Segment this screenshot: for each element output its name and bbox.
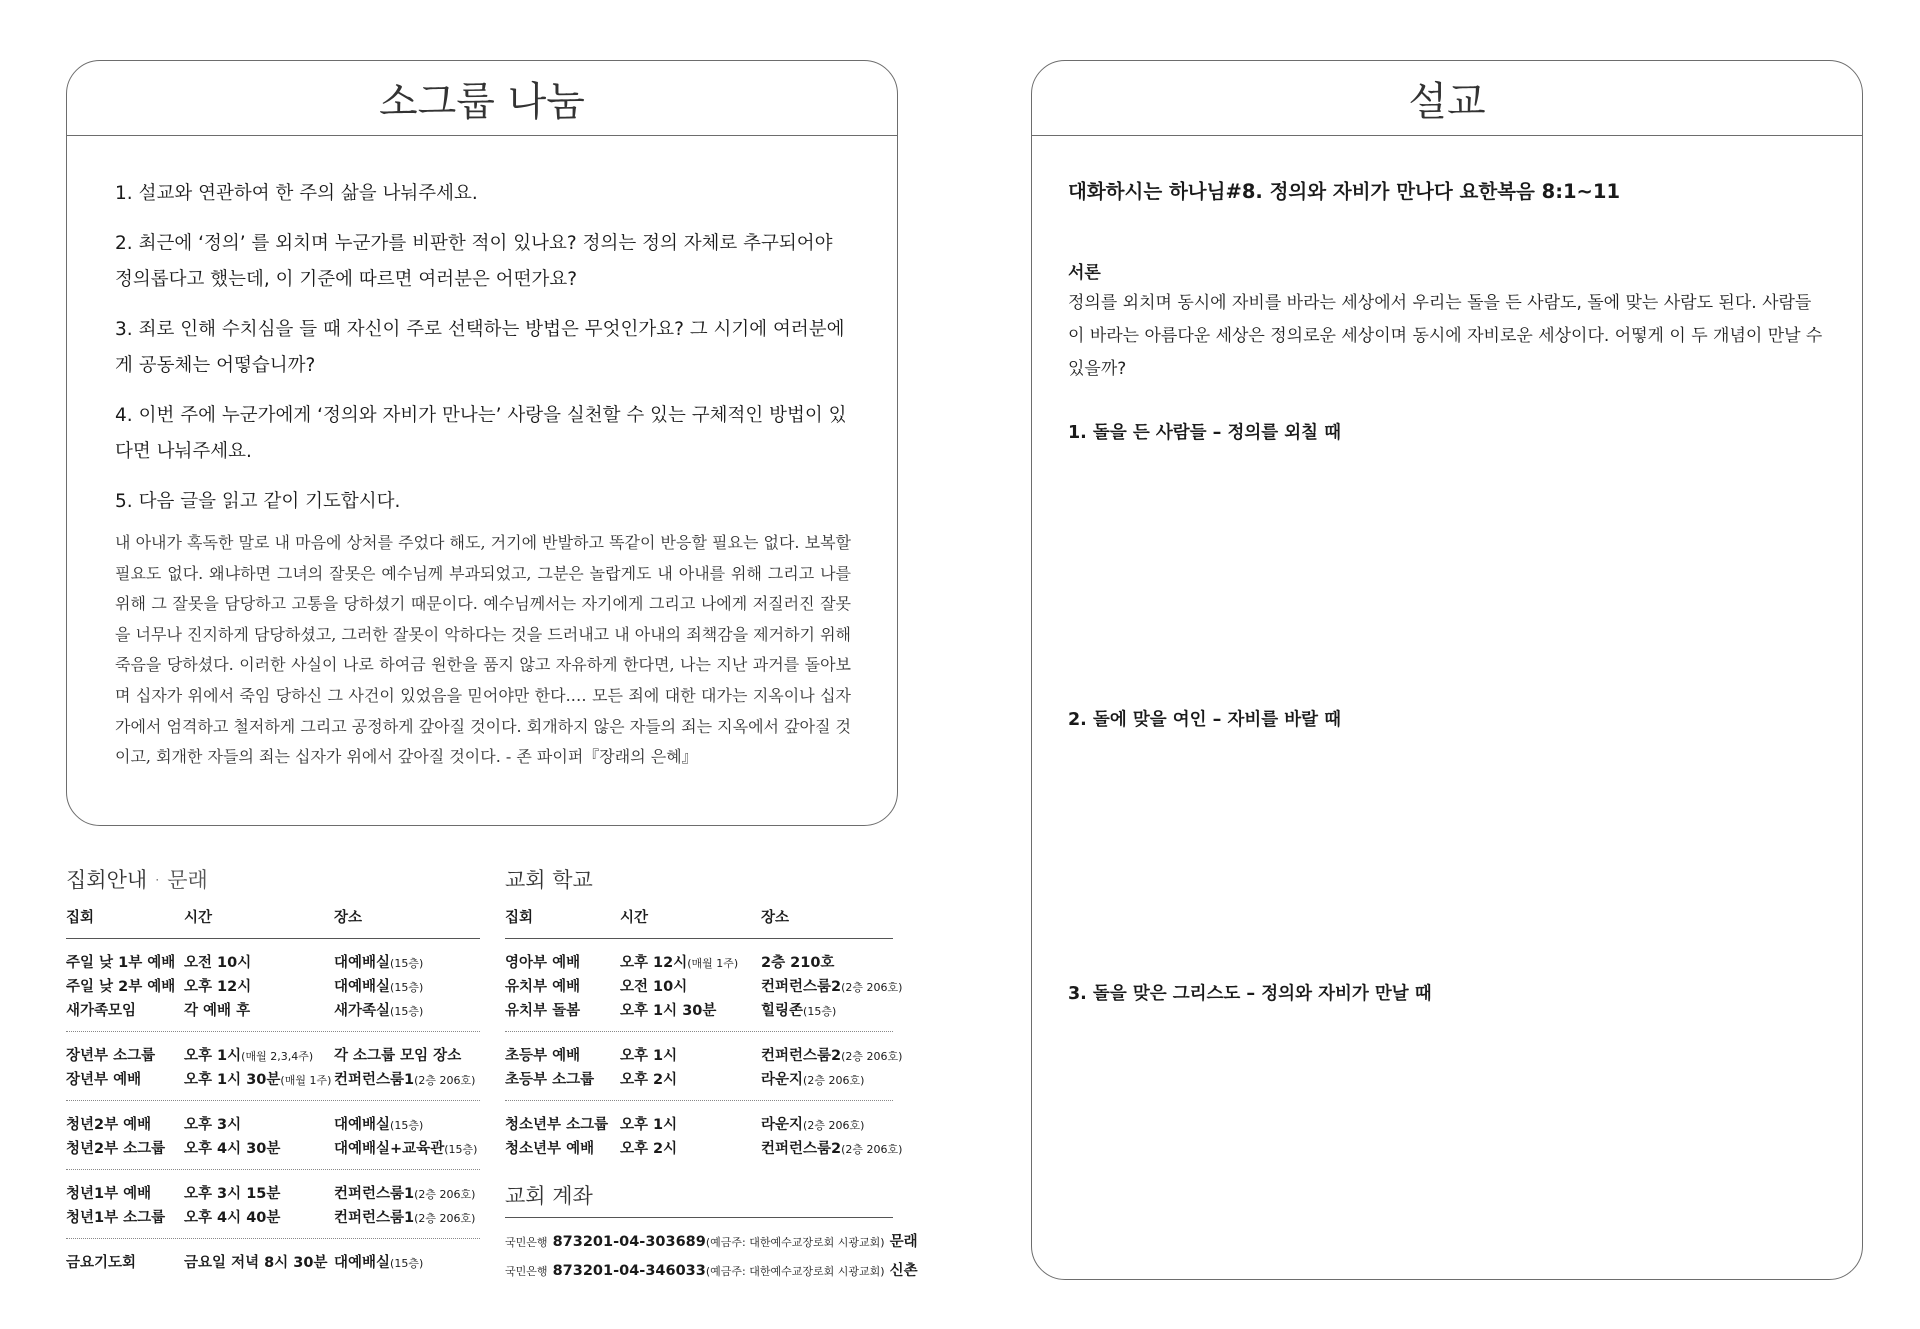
meeting-name-text: 장년부 소그룹 <box>66 1048 156 1064</box>
question-4 <box>115 398 851 470</box>
meeting-place-note: (2층 206호) <box>414 1188 476 1201</box>
meeting-time <box>620 1137 677 1158</box>
meeting-place-note: (2층 206호) <box>414 1074 476 1087</box>
table-row <box>505 1111 893 1135</box>
meeting-time <box>184 1182 280 1203</box>
meeting-place-text: 힐링존 <box>761 1003 804 1019</box>
meeting-place-text: 라운지 <box>761 1072 804 1088</box>
meeting-place-text: 라운지 <box>761 1117 804 1133</box>
sermon-point-3: 3. 돌을 맞은 그리스도 – 정의와 자비가 만날 때 <box>1068 984 1432 1004</box>
meetings-section-title: 집회안내 · 문래 <box>66 868 208 892</box>
meeting-place-text: 새가족실 <box>334 1003 391 1019</box>
small-group-panel <box>66 60 898 826</box>
meeting-name <box>66 999 136 1020</box>
question-2 <box>115 226 851 298</box>
table-row <box>505 973 903 997</box>
question-number: 1. <box>115 183 133 204</box>
table-row <box>66 1042 480 1066</box>
meeting-name-text: 청소년부 예배 <box>505 1141 595 1157</box>
question-text: 죄로 인해 수치심을 들 때 자신이 주로 선택하는 방법은 무엇인가요? 그 시기에 여러분에게 공동체는 어떻습니까? <box>115 319 845 376</box>
question-number: 4. <box>115 405 133 426</box>
meeting-time-text: 오후 1시 <box>184 1048 242 1064</box>
table-header <box>505 904 893 939</box>
sermon-point-1: 1. 돌을 든 사람들 – 정의를 외칠 때 <box>1068 423 1342 443</box>
table-group <box>505 939 903 1032</box>
meeting-name <box>505 1137 594 1158</box>
meeting-place-note: (15층) <box>390 1119 424 1132</box>
meeting-name <box>66 1044 155 1065</box>
table-group <box>505 1032 903 1101</box>
meeting-time <box>184 1137 280 1158</box>
meeting-time <box>184 1044 313 1065</box>
table-rows <box>505 939 903 1169</box>
sermon-point-2: 2. 돌에 맞을 여인 – 자비를 바랄 때 <box>1068 710 1342 730</box>
meeting-place-note: (15층) <box>390 957 424 970</box>
meeting-place <box>761 1113 864 1134</box>
sermon-title: 설교 <box>1032 61 1862 136</box>
sermon-panel <box>1031 60 1863 1280</box>
meeting-time-text: 오후 3시 15분 <box>184 1186 281 1202</box>
meeting-name-text: 청년1부 예배 <box>66 1186 152 1202</box>
meeting-time <box>184 975 251 996</box>
bank-name: 국민은행 <box>505 1265 548 1278</box>
meeting-time-text: 오후 1시 <box>620 1048 678 1064</box>
meeting-time-text: 오후 12시 <box>620 955 688 971</box>
meeting-place-text: 대예배실+교육관 <box>334 1141 445 1157</box>
school-table <box>505 904 903 1169</box>
meeting-place-text: 대예배실 <box>334 1117 391 1133</box>
table-row <box>505 1135 903 1159</box>
table-group <box>66 1032 480 1101</box>
question-text: 최근에 ‘정의’ 를 외치며 누군가를 비판한 적이 있나요? 정의는 정의 자체로 추구되어야 정의롭다고 했는데, 이 기준에 따르면 여러분은 어떤가요? <box>115 233 833 290</box>
meeting-place <box>334 1113 423 1134</box>
meetings-subtitle: 문래 <box>167 868 208 892</box>
meeting-name <box>505 975 580 996</box>
question-text: 다음 글을 읽고 같이 기도합시다. <box>138 491 401 512</box>
meeting-place-note: (15층) <box>803 1005 837 1018</box>
table-row <box>66 1111 480 1135</box>
meeting-place-text: 대예배실 <box>334 979 391 995</box>
meeting-place-text: 2층 210호 <box>761 955 835 971</box>
table-row <box>66 1135 480 1159</box>
meeting-name <box>66 975 175 996</box>
meeting-time-text: 각 예배 후 <box>184 1003 251 1019</box>
meeting-time-note: (매월 1주) <box>280 1074 332 1087</box>
meeting-time <box>184 1113 241 1134</box>
meeting-name-text: 초등부 예배 <box>505 1048 581 1064</box>
meeting-name <box>66 1182 151 1203</box>
meeting-place <box>334 975 423 996</box>
question-number: 5. <box>115 491 133 512</box>
header-place: 장소 <box>334 910 363 926</box>
table-header <box>66 904 480 939</box>
meetings-table <box>66 904 480 1283</box>
header-name: 집회 <box>505 910 534 926</box>
table-group <box>505 1101 903 1169</box>
meeting-name-text: 금요기도회 <box>66 1255 137 1271</box>
meeting-time <box>620 951 738 972</box>
account-branch: 문래 <box>889 1234 918 1250</box>
meeting-name <box>66 1068 141 1089</box>
table-row <box>66 1204 480 1228</box>
meeting-time-text: 오후 3시 <box>184 1117 242 1133</box>
meeting-time-text: 오후 4시 30분 <box>184 1141 281 1157</box>
meeting-place <box>334 999 423 1020</box>
question-number: 2. <box>115 233 133 254</box>
meeting-time-note: (매월 1주) <box>687 957 739 970</box>
meeting-place-note: (15층) <box>390 981 424 994</box>
meeting-place-note: (15층) <box>444 1143 478 1156</box>
meeting-place <box>334 1137 477 1158</box>
table-group <box>66 1239 480 1283</box>
meeting-place <box>334 1068 475 1089</box>
meeting-place-text: 각 소그룹 모임 장소 <box>334 1048 462 1064</box>
table-row <box>66 1249 480 1273</box>
meeting-place <box>761 951 834 972</box>
meeting-name <box>505 1068 594 1089</box>
sermon-body <box>1032 136 1862 386</box>
meeting-time <box>184 999 250 1020</box>
header-place: 장소 <box>761 910 790 926</box>
meeting-name <box>66 1206 165 1227</box>
sermon-heading: 대화하시는 하나님#8. 정의와 자비가 만나다 요한복음 8:1~11 <box>1068 180 1621 203</box>
table-row <box>505 997 893 1021</box>
meeting-name <box>505 999 580 1020</box>
header-name: 집회 <box>66 910 95 926</box>
meeting-place <box>761 1137 902 1158</box>
meeting-name <box>66 951 175 972</box>
table-row <box>66 997 480 1021</box>
small-group-body <box>67 136 897 773</box>
meeting-time-text: 오후 4시 40분 <box>184 1210 281 1226</box>
header-time: 시간 <box>620 910 649 926</box>
table-group <box>66 939 480 1032</box>
small-group-title: 소그룹 나눔 <box>67 61 897 136</box>
table-row <box>66 1066 480 1090</box>
meeting-place <box>334 1044 461 1065</box>
meeting-place-text: 컨퍼런스룸1 <box>334 1210 415 1226</box>
meeting-name-text: 청소년부 소그룹 <box>505 1117 609 1133</box>
table-row <box>505 1066 893 1090</box>
meeting-time-text: 오전 10시 <box>620 979 688 995</box>
account-1 <box>505 1230 918 1251</box>
table-group <box>66 1170 480 1239</box>
meeting-name <box>505 1044 580 1065</box>
question-1 <box>115 176 851 212</box>
question-number: 3. <box>115 319 133 340</box>
table-row <box>505 1042 903 1066</box>
meeting-time-text: 오후 1시 30분 <box>620 1003 717 1019</box>
meeting-name-text: 청년2부 예배 <box>66 1117 152 1133</box>
meeting-place-text: 컨퍼런스룸2 <box>761 979 842 995</box>
meeting-place-note: (2층 206호) <box>841 1143 903 1156</box>
account-number: 873201-04-346033 <box>552 1263 706 1279</box>
meeting-time <box>184 1206 280 1227</box>
table-row <box>66 973 480 997</box>
meeting-name-text: 장년부 예배 <box>66 1072 142 1088</box>
meeting-place-text: 대예배실 <box>334 955 391 971</box>
meeting-name <box>505 951 580 972</box>
meeting-time-text: 오전 10시 <box>184 955 252 971</box>
meeting-place-text: 대예배실 <box>334 1255 391 1271</box>
account-2 <box>505 1259 918 1280</box>
meeting-place <box>334 1251 423 1272</box>
meeting-place-note: (2층 206호) <box>803 1074 865 1087</box>
meeting-name-text: 유치부 예배 <box>505 979 581 995</box>
meeting-name-text: 주일 낮 2부 예배 <box>66 979 176 995</box>
meeting-time-text: 오후 12시 <box>184 979 252 995</box>
account-branch: 신촌 <box>889 1263 918 1279</box>
meeting-place-note: (15층) <box>390 1005 424 1018</box>
question-5 <box>115 484 851 520</box>
meeting-name-text: 청년2부 소그룹 <box>66 1141 166 1157</box>
meeting-place-note: (2층 206호) <box>414 1212 476 1225</box>
account-holder: (예금주: 대한예수교장로회 시광교회) <box>705 1236 885 1249</box>
meeting-name <box>505 1113 608 1134</box>
question-3 <box>115 312 851 384</box>
intro-text: 정의를 외치며 동시에 자비를 바라는 세상에서 우리는 돌을 든 사람도, 돌에 맞는 사람도 된다. 사람들이 바라는 아름다운 세상은 정의로운 세상이며 동시에 자비로운 세상이다. 어떻게 이 두 개념이 만날 수 있을까? <box>1068 293 1823 379</box>
meeting-time <box>620 1068 677 1089</box>
meeting-place-note: (2층 206호) <box>803 1119 865 1132</box>
table-rows <box>66 939 480 1283</box>
meeting-time-text: 금요일 저녁 8시 30분 <box>184 1255 328 1271</box>
meeting-name-text: 주일 낮 1부 예배 <box>66 955 176 971</box>
meeting-time <box>184 1068 331 1089</box>
meeting-place <box>761 999 836 1020</box>
header-time: 시간 <box>184 910 213 926</box>
meeting-time <box>184 951 251 972</box>
meeting-name-text: 청년1부 소그룹 <box>66 1210 166 1226</box>
meeting-name-text: 초등부 소그룹 <box>505 1072 595 1088</box>
meeting-time-text: 오후 1시 30분 <box>184 1072 281 1088</box>
meeting-place-text: 컨퍼런스룸2 <box>761 1141 842 1157</box>
school-section-title: 교회 학교 <box>505 868 593 892</box>
meeting-time <box>620 999 716 1020</box>
meetings-title: 집회안내 <box>66 868 148 892</box>
question-text: 이번 주에 누군가에게 ‘정의와 자비가 만나는’ 사랑을 실천할 수 있는 구체적인 방법이 있다면 나눠주세요. <box>115 405 847 462</box>
account-number: 873201-04-303689 <box>552 1234 706 1250</box>
meeting-place-note: (2층 206호) <box>841 1050 903 1063</box>
table-row <box>505 949 893 973</box>
table-row <box>66 1180 480 1204</box>
meeting-time-text: 오후 2시 <box>620 1141 678 1157</box>
meeting-place-note: (2층 206호) <box>841 981 903 994</box>
table-group <box>66 1101 480 1170</box>
meeting-time-text: 오후 1시 <box>620 1117 678 1133</box>
accounts-divider <box>505 1217 893 1218</box>
meeting-place <box>334 1206 475 1227</box>
meeting-name-text: 새가족모임 <box>66 1003 137 1019</box>
meeting-place-text: 컨퍼런스룸1 <box>334 1072 415 1088</box>
meeting-time <box>620 1113 677 1134</box>
meeting-place <box>761 975 902 996</box>
meeting-name <box>66 1251 136 1272</box>
meeting-time <box>184 1251 327 1272</box>
meeting-name <box>66 1137 165 1158</box>
account-holder: (예금주: 대한예수교장로회 시광교회) <box>705 1265 885 1278</box>
meeting-time <box>620 1044 677 1065</box>
meeting-place-text: 컨퍼런스룸2 <box>761 1048 842 1064</box>
meeting-place <box>761 1044 902 1065</box>
bank-name: 국민은행 <box>505 1236 548 1249</box>
meeting-place-text: 컨퍼런스룸1 <box>334 1186 415 1202</box>
meeting-name <box>66 1113 151 1134</box>
table-row <box>66 949 480 973</box>
meeting-name-text: 유치부 돌봄 <box>505 1003 581 1019</box>
meeting-place <box>334 951 423 972</box>
meeting-name-text: 영아부 예배 <box>505 955 581 971</box>
meeting-place-note: (15층) <box>390 1257 424 1270</box>
question-text: 설교와 연관하여 한 주의 삶을 나눠주세요. <box>138 183 478 204</box>
meeting-time <box>620 975 687 996</box>
meeting-time-note: (매월 2,3,4주) <box>241 1050 314 1063</box>
meeting-place <box>761 1068 864 1089</box>
meeting-place <box>334 1182 475 1203</box>
accounts-section-title: 교회 계좌 <box>505 1184 593 1208</box>
meeting-time-text: 오후 2시 <box>620 1072 678 1088</box>
intro-label: 서론 <box>1068 263 1101 283</box>
prayer-quote: 내 아내가 혹독한 말로 내 마음에 상처를 주었다 해도, 거기에 반발하고 똑같이 반응할 필요는 없다. 보복할 필요도 없다. 왜냐하면 그녀의 잘못은 예수님께 부과되었고, 그분은 놀랍게도 내 아내를 위해 그리고 나를 위해 그 잘못을 담당하고 고통을 당하셨기 때문이다. 예수님께서는 자기에게 그리고 나에게 저질러진 잘못을 너무나 진지하게 담당하셨고, 그러한 잘못이 악하다는 것을 드러내고 내 아내의 죄책감을 제거하기 위해 죽음을 당하셨다. 이러한 사실이 나로 하여금 원한을 품지 않고 자유하게 한다면, 나는 지난 과거를 돌아보며 십자가 위에서 죽임 당하신 그 사건이 있었음을 믿어야만 한다.… 모든 죄에 대한 대가는 지옥이나 십자가에서 엄격하고 철저하게 그리고 공정하게 갚아질 것이다. 회개하지 않은 자들의 죄는 지옥에서 갚아질 것이고, 회개한 자들의 죄는 십자가 위에서 갚아질 것이다. - 존 파이퍼『장래의 은혜』 <box>115 533 851 767</box>
